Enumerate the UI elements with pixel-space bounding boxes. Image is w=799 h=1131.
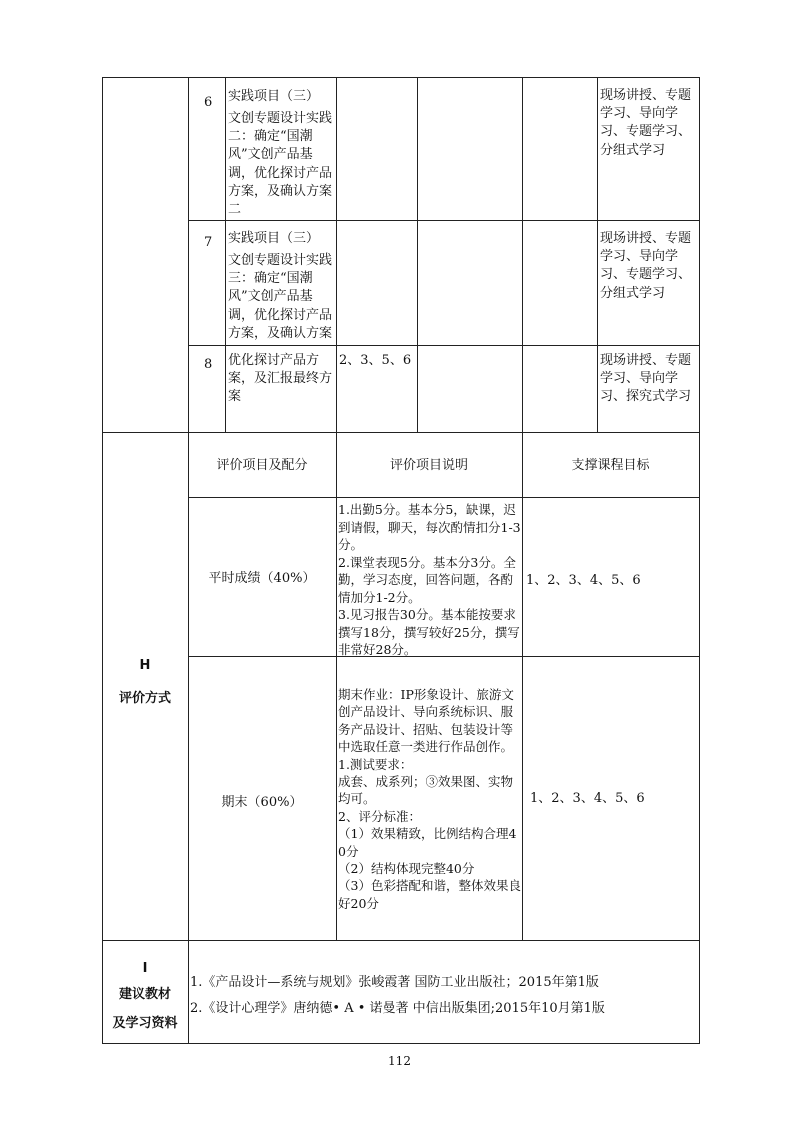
teaching-method: 现场讲授、专题学习、导向学习、探究式学习 [600,353,692,405]
header-goals: 支撑课程目标 [571,458,650,473]
project-content: 文创专题设计实践二：确定“国潮风”文创产品基调，优化探讨产品方案，及确认方案二 [228,111,333,218]
regular-grade-label: 平时成绩（40%） [208,571,316,586]
header-description: 评价项目说明 [389,458,468,473]
final-exam-label: 期末（60%） [221,795,303,810]
project-title: 实践项目（三） [228,89,320,104]
regular-grade-description: 1.出勤5分。基本分5，缺课，迟到请假，聊天，每次酌情扣分1-3分。 2.课堂表现5分。基本分3分。全勤，学习态度，回答问题，各酌情加分1-2分。 3.见习报告30分。基本能按要求撰写18分，撰写较好25分，撰写非常好28分。 [338,502,521,657]
reference-item: 2.《设计心理学》唐纳德• A • 诺曼著 中信出版集团;2015年10月第1版 [190,1001,605,1016]
section-letter: H [139,658,151,673]
page-number: 112 [388,1054,411,1068]
row-number: 7 [204,235,213,250]
project-content: 优化探讨产品方案，及汇报最终方案 [228,353,333,405]
supporting-goals: 2、3、5、6 [339,353,412,368]
project-content: 文创专题设计实践三：确定“国潮风”文创产品基调，优化探讨产品方案，及确认方案 [228,253,333,341]
teaching-method: 现场讲授、专题学习、导向学习、专题学习、分组式学习 [600,231,692,301]
project-title: 实践项目（三） [228,231,320,246]
regular-grade-goals: 1、2、3、4、5、6 [526,573,641,588]
final-exam-goals: 1、2、3、4、5、6 [530,791,645,806]
row-number: 8 [204,357,213,372]
section-letter: I [142,961,148,976]
teaching-method: 现场讲授、专题学习、导向学习、专题学习、分组式学习 [600,88,692,158]
header-item: 评价项目及配分 [216,458,308,473]
reference-item: 1.《产品设计—系统与规划》张峻霞著 国防工业出版社；2015年第1版 [190,975,599,990]
final-exam-description: 期末作业：IP形象设计、旅游文创产品设计、导向系统标识、服务产品设计、招贴、包装设计等中选取任意一类进行作品创作。 1.测试要求： 成套、成系列；③效果图、实物均可。 2、评分标准： （1）效果精致，比例结构合理40分 （2）结构体现完整40分 （3）色彩搭配和谐，整体效果良好20分 [338,687,521,911]
row-number: 6 [204,95,213,110]
section-title: 及学习资料 [112,1016,178,1031]
section-title: 建议教材 [118,987,171,1002]
section-title: 评价方式 [118,691,171,706]
